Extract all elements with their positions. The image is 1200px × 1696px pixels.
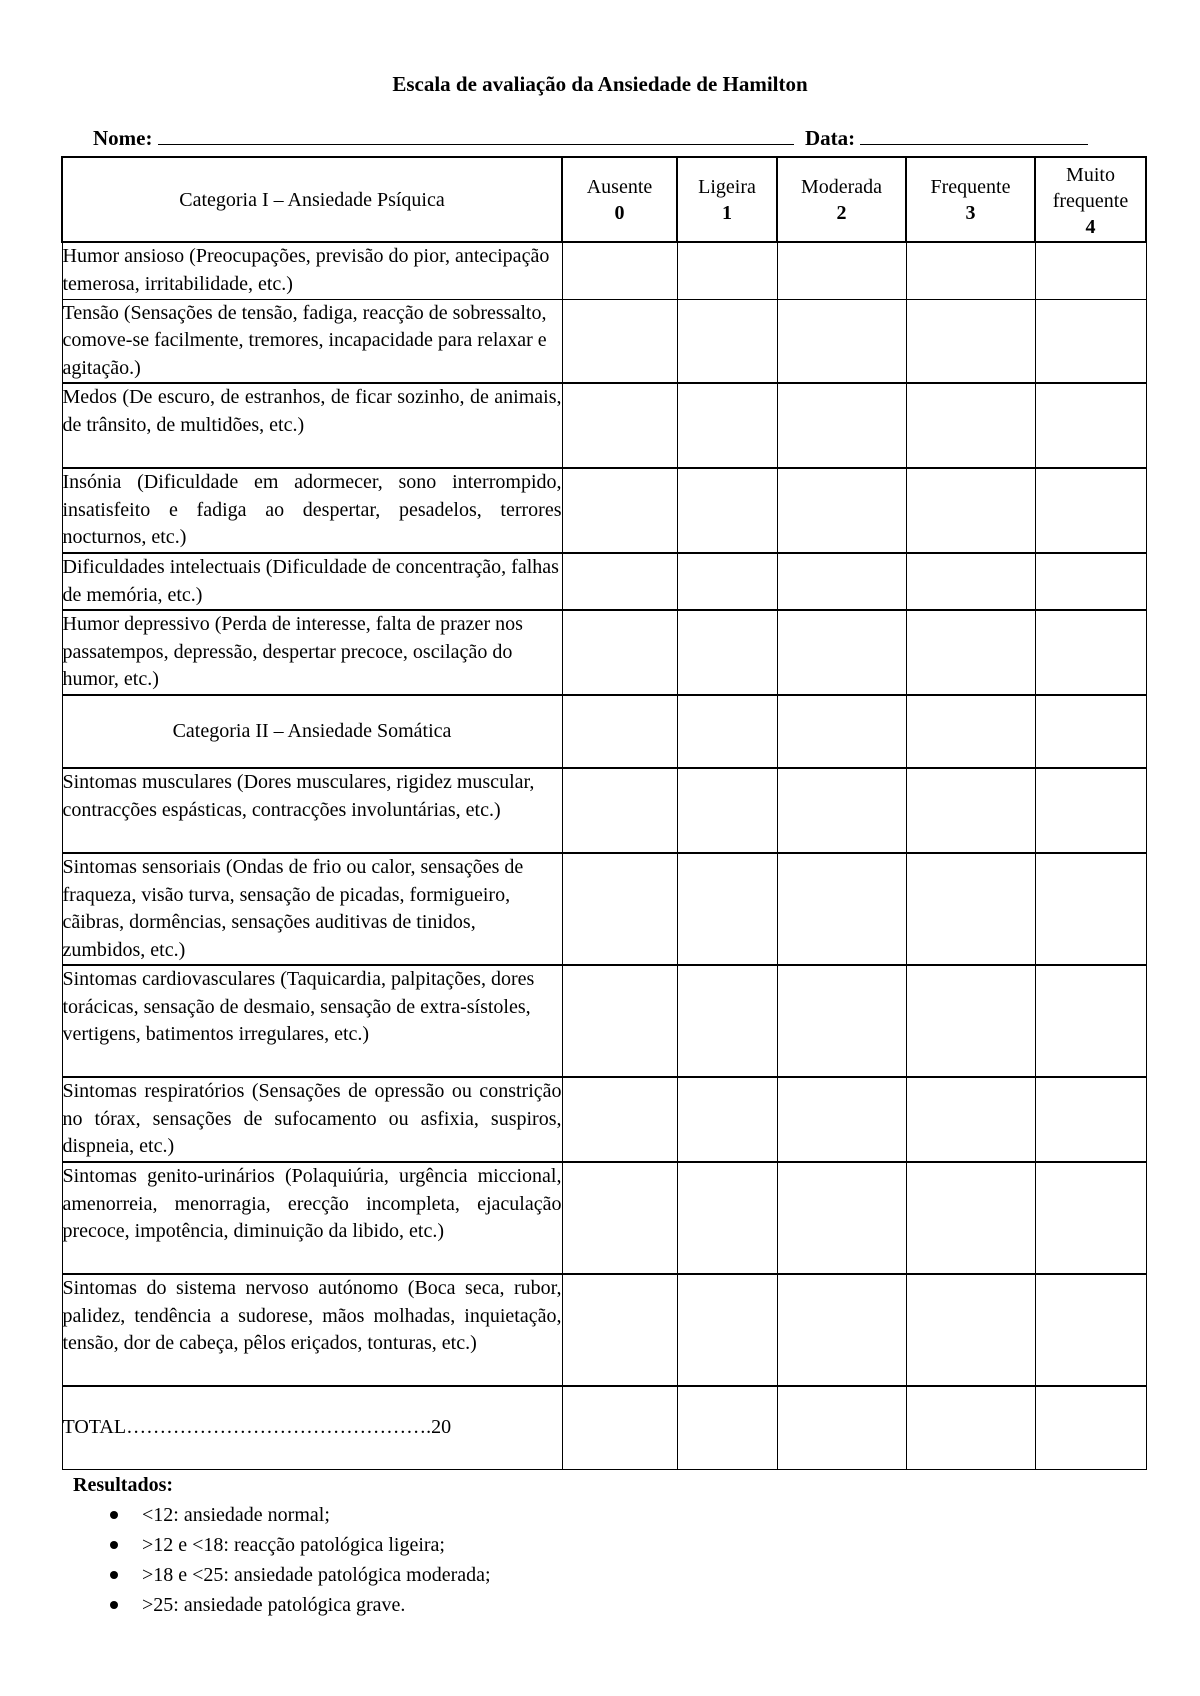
name-field[interactable]: [158, 128, 794, 145]
score-cell[interactable]: [777, 853, 906, 965]
column-score: 1: [722, 201, 732, 224]
results-section: [73, 1470, 491, 1620]
score-cell[interactable]: [677, 853, 777, 965]
item-description: Sintomas sensoriais (Ondas de frio ou calor, sensações de fraqueza, visão turva, sensação de picadas, formigueiro, cãibras, dormências, sensações auditivas de tinidos, zumbidos, etc.): [62, 853, 562, 965]
list-item: [73, 1530, 491, 1560]
score-cell[interactable]: [562, 695, 677, 768]
column-header-moderada: [777, 157, 906, 242]
score-cell[interactable]: [777, 242, 906, 299]
column-label: Frequente: [930, 175, 1011, 198]
category-2-heading: Categoria II – Ansiedade Somática: [62, 695, 562, 768]
bullet-icon: [110, 1601, 118, 1609]
results-list: [73, 1500, 491, 1620]
score-cell[interactable]: [906, 610, 1035, 695]
score-cell[interactable]: [906, 853, 1035, 965]
score-cell[interactable]: [906, 768, 1035, 853]
item-description: Humor ansioso (Preocupações, previsão do pior, antecipação temerosa, irritabilidade, etc.): [62, 242, 562, 299]
score-cell[interactable]: [677, 242, 777, 299]
result-text: >25: ansiedade patológica grave.: [142, 1594, 406, 1616]
item-description: Sintomas do sistema nervoso autónomo (Boca seca, rubor, palidez, tendência a sudorese, mãos molhadas, inquietação, tensão, dor de cabeça, pêlos eriçados, tonturas, etc.): [62, 1274, 562, 1386]
table-row: [62, 1274, 1146, 1386]
table-row: [62, 1077, 1146, 1162]
score-cell[interactable]: [677, 610, 777, 695]
item-description: Insónia (Dificuldade em adormecer, sono interrompido, insatisfeito e fadiga ao despertar, pesadelos, terrores nocturnos, etc.): [62, 468, 562, 553]
score-cell[interactable]: [906, 965, 1035, 1077]
table-row: [62, 853, 1146, 965]
score-cell[interactable]: [777, 1274, 906, 1386]
bullet-icon: [110, 1571, 118, 1579]
table-row: [62, 299, 1146, 383]
list-item: [73, 1500, 491, 1530]
category-2-row: [62, 695, 1146, 768]
column-score: 2: [836, 201, 847, 224]
score-cell[interactable]: [1035, 965, 1146, 1077]
score-cell[interactable]: [677, 1162, 777, 1274]
table-row: [62, 553, 1146, 610]
score-cell[interactable]: [777, 553, 906, 610]
date-field[interactable]: [860, 128, 1088, 145]
score-cell[interactable]: [777, 1077, 906, 1162]
item-description: Dificuldades intelectuais (Dificuldade de concentração, falhas de memória, etc.): [62, 553, 562, 610]
name-date-line: [93, 126, 1088, 151]
result-text: <12: ansiedade normal;: [142, 1504, 330, 1526]
column-score: 4: [1085, 215, 1096, 238]
score-cell[interactable]: [677, 553, 777, 610]
score-cell[interactable]: [777, 768, 906, 853]
table-row: [62, 468, 1146, 553]
score-cell[interactable]: [1035, 1274, 1146, 1386]
column-score: 0: [614, 201, 625, 224]
item-description: Humor depressivo (Perda de interesse, falta de prazer nos passatempos, depressão, despertar precoce, oscilação do humor, etc.): [62, 610, 562, 695]
score-cell[interactable]: [677, 965, 777, 1077]
bullet-icon: [110, 1511, 118, 1519]
score-cell[interactable]: [677, 768, 777, 853]
score-cell[interactable]: [777, 610, 906, 695]
table-row: [62, 242, 1146, 299]
score-cell[interactable]: [1035, 468, 1146, 553]
score-cell[interactable]: [906, 383, 1035, 468]
score-cell[interactable]: [677, 383, 777, 468]
score-cell[interactable]: [906, 242, 1035, 299]
item-description: Tensão (Sensações de tensão, fadiga, reacção de sobressalto, comove-se facilmente, tremores, incapacidade para relaxar e agitação.): [62, 299, 562, 383]
score-cell[interactable]: [906, 695, 1035, 768]
column-header-ligeira: [677, 157, 777, 242]
score-cell[interactable]: [677, 1077, 777, 1162]
column-score: 3: [965, 201, 976, 224]
score-cell[interactable]: [562, 965, 677, 1077]
score-cell[interactable]: [906, 1162, 1035, 1274]
total-label: TOTAL……………………………………….20: [62, 1386, 562, 1469]
score-cell[interactable]: [1035, 242, 1146, 299]
column-label: Ausente: [586, 175, 653, 198]
score-cell[interactable]: [906, 468, 1035, 553]
score-cell[interactable]: [562, 768, 677, 853]
score-cell[interactable]: [677, 299, 777, 383]
column-label: Muito frequente: [1052, 163, 1129, 212]
score-cell[interactable]: [1035, 553, 1146, 610]
score-cell[interactable]: [677, 468, 777, 553]
list-item: [73, 1560, 491, 1590]
date-label: Data:: [804, 126, 856, 150]
column-label: Ligeira: [698, 175, 756, 198]
score-cell[interactable]: [777, 383, 906, 468]
score-cell[interactable]: [562, 610, 677, 695]
score-cell[interactable]: [1035, 299, 1146, 383]
score-cell[interactable]: [1035, 768, 1146, 853]
score-cell[interactable]: [906, 1386, 1035, 1469]
bullet-icon: [110, 1541, 118, 1549]
hamilton-scale-table: [61, 156, 1147, 1470]
result-text: >18 e <25: ansiedade patológica moderada;: [142, 1564, 491, 1586]
score-cell[interactable]: [906, 1274, 1035, 1386]
column-label: Moderada: [800, 175, 883, 198]
table-row: [62, 610, 1146, 695]
table-row: [62, 1162, 1146, 1274]
score-cell[interactable]: [906, 299, 1035, 383]
score-cell[interactable]: [1035, 610, 1146, 695]
score-cell[interactable]: [906, 553, 1035, 610]
score-cell[interactable]: [777, 1386, 906, 1469]
score-cell[interactable]: [562, 1386, 677, 1469]
category-1-heading: Categoria I – Ansiedade Psíquica: [62, 157, 562, 242]
score-cell[interactable]: [1035, 1077, 1146, 1162]
list-item: [73, 1590, 491, 1620]
score-cell[interactable]: [677, 1386, 777, 1469]
score-cell[interactable]: [777, 468, 906, 553]
item-description: Sintomas cardiovasculares (Taquicardia, palpitações, dores torácicas, sensação de desmaio, sensação de extra-sístoles, vertigens, batimentos irregulares, etc.): [62, 965, 562, 1077]
score-cell[interactable]: [777, 299, 906, 383]
column-header-ausente: [562, 157, 677, 242]
score-cell[interactable]: [1035, 383, 1146, 468]
score-cell[interactable]: [677, 695, 777, 768]
score-cell[interactable]: [562, 242, 677, 299]
score-cell[interactable]: [562, 383, 677, 468]
score-cell[interactable]: [562, 553, 677, 610]
score-cell[interactable]: [777, 695, 906, 768]
score-cell[interactable]: [777, 1162, 906, 1274]
result-text: >12 e <18: reacção patológica ligeira;: [142, 1534, 445, 1556]
column-header-frequente: [906, 157, 1035, 242]
item-description: Sintomas genito-urinários (Polaquiúria, urgência miccional, amenorreia, menorragia, erecção incompleta, ejaculação precoce, impotência, diminuição da libido, etc.): [62, 1162, 562, 1274]
score-cell[interactable]: [562, 468, 677, 553]
item-description: Sintomas respiratórios (Sensações de opressão ou constrição no tórax, sensações de sufocamento ou asfixia, suspiros, dispneia, etc.): [62, 1077, 562, 1162]
table-header-row: [62, 157, 1146, 242]
item-description: Medos (De escuro, de estranhos, de ficar sozinho, de animais, de trânsito, de multidões, etc.): [62, 383, 562, 468]
score-cell[interactable]: [777, 965, 906, 1077]
results-title: Resultados:: [73, 1474, 174, 1496]
table-row: [62, 965, 1146, 1077]
score-cell[interactable]: [562, 299, 677, 383]
score-cell[interactable]: [1035, 695, 1146, 768]
score-cell[interactable]: [562, 1274, 677, 1386]
page-title: Escala de avaliação da Ansiedade de Hamilton: [392, 72, 808, 96]
table-row: [62, 383, 1146, 468]
table-row: [62, 768, 1146, 853]
score-cell[interactable]: [1035, 1386, 1146, 1469]
score-cell[interactable]: [1035, 853, 1146, 965]
score-cell[interactable]: [906, 1077, 1035, 1162]
score-cell[interactable]: [1035, 1162, 1146, 1274]
score-cell[interactable]: [562, 853, 677, 965]
item-description: Sintomas musculares (Dores musculares, rigidez muscular, contracções espásticas, contracções involuntárias, etc.): [62, 768, 562, 853]
name-label: Nome:: [93, 126, 153, 150]
score-cell[interactable]: [562, 1077, 677, 1162]
column-header-muito-frequente: [1035, 157, 1146, 242]
score-cell[interactable]: [562, 1162, 677, 1274]
total-row: [62, 1386, 1146, 1469]
score-cell[interactable]: [677, 1274, 777, 1386]
